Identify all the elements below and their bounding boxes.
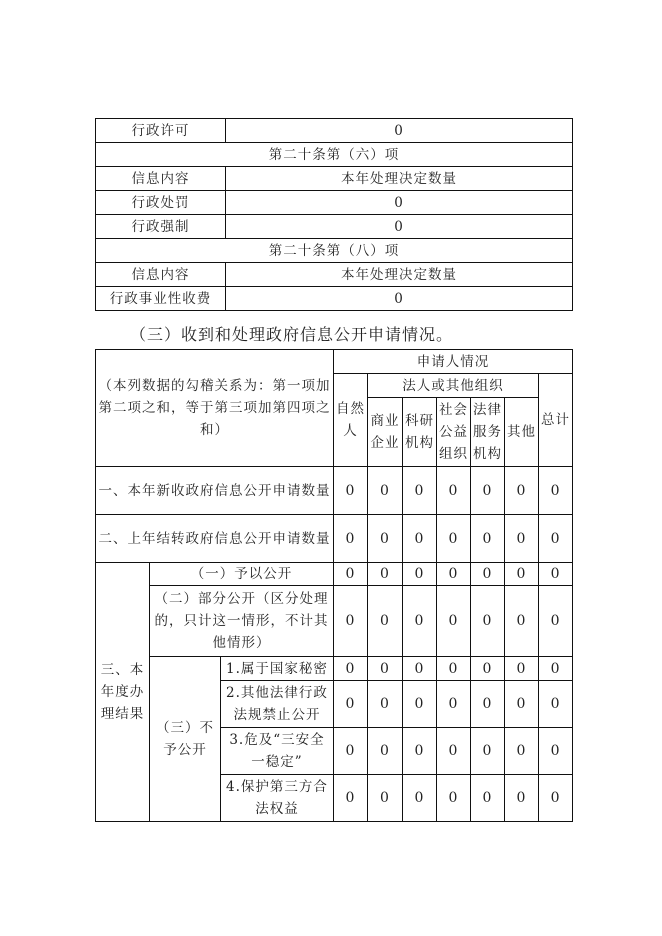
cell-value: 0 — [334, 563, 368, 586]
cell-value: 0 — [403, 775, 437, 822]
cell-value: 0 — [403, 681, 437, 728]
column-header: 信息内容 — [96, 167, 226, 191]
row-value: 0 — [226, 215, 573, 239]
cell-value: 0 — [437, 657, 471, 681]
cell-value: 0 — [334, 728, 368, 775]
section-title: （三）收到和处理政府信息公开申请情况。 — [130, 325, 454, 344]
cell-value: 0 — [505, 775, 539, 822]
cell-value: 0 — [334, 467, 368, 515]
cell-value: 0 — [334, 586, 368, 657]
cell-value: 0 — [437, 728, 471, 775]
legal-org-header: 法人或其他组织 — [368, 374, 539, 398]
row-label: 1.属于国家秘密 — [221, 657, 334, 681]
cell-value: 0 — [403, 467, 437, 515]
corner-note: （本列数据的勾稽关系为：第一项加第二项之和，等于第三项加第四项之和） — [96, 350, 334, 467]
cell-value: 0 — [368, 657, 403, 681]
cell-value: 0 — [368, 563, 403, 586]
cell-value: 0 — [505, 681, 539, 728]
col-business: 商业企业 — [368, 398, 403, 467]
cell-value: 0 — [437, 681, 471, 728]
table-row — [96, 586, 573, 657]
cell-value: 0 — [471, 728, 505, 775]
cell-value: 0 — [539, 775, 573, 822]
table-row — [96, 215, 573, 239]
cell-value: 0 — [368, 728, 403, 775]
table-row — [96, 515, 573, 563]
cell-value: 0 — [403, 563, 437, 586]
table-row — [96, 563, 573, 586]
cell-value: 0 — [505, 728, 539, 775]
col-natural-person: 自然人 — [334, 374, 368, 467]
section-heading: 第二十条第（六）项 — [96, 143, 573, 167]
cell-value: 0 — [539, 681, 573, 728]
column-header: 本年处理决定数量 — [226, 263, 573, 287]
row-label: 3.危及“三安全一稳定” — [221, 728, 334, 775]
cell-value: 0 — [403, 515, 437, 563]
col-social: 社会公益组织 — [437, 398, 471, 467]
cell-value: 0 — [539, 563, 573, 586]
row-value: 0 — [226, 287, 573, 311]
cell-value: 0 — [368, 681, 403, 728]
table-row — [96, 191, 573, 215]
table-row — [96, 167, 573, 191]
cell-value: 0 — [334, 515, 368, 563]
column-header: 本年处理决定数量 — [226, 167, 573, 191]
application-stats-table — [95, 349, 573, 822]
row-label: 4.保护第三方合法权益 — [221, 775, 334, 822]
table-row — [96, 350, 573, 374]
cell-value: 0 — [505, 563, 539, 586]
applicant-header: 申请人情况 — [334, 350, 573, 374]
cell-value: 0 — [471, 681, 505, 728]
cell-value: 0 — [334, 681, 368, 728]
cell-value: 0 — [437, 515, 471, 563]
cell-value: 0 — [437, 586, 471, 657]
cell-value: 0 — [403, 657, 437, 681]
cell-value: 0 — [539, 586, 573, 657]
row-label: 2.其他法律行政法规禁止公开 — [221, 681, 334, 728]
cell-value: 0 — [334, 775, 368, 822]
cell-value: 0 — [471, 586, 505, 657]
cell-value: 0 — [505, 586, 539, 657]
row-label: （一）予以公开 — [150, 563, 334, 586]
cell-value: 0 — [505, 657, 539, 681]
cell-value: 0 — [505, 515, 539, 563]
cell-value: 0 — [471, 775, 505, 822]
row-label: 一、本年新收政府信息公开申请数量 — [96, 467, 334, 515]
row-label: 行政强制 — [96, 215, 226, 239]
cell-value: 0 — [403, 586, 437, 657]
cell-value: 0 — [368, 467, 403, 515]
col-research: 科研机构 — [403, 398, 437, 467]
cell-value: 0 — [539, 728, 573, 775]
table-row — [96, 657, 573, 681]
cell-value: 0 — [334, 657, 368, 681]
row-label: 行政事业性收费 — [96, 287, 226, 311]
cell-value: 0 — [437, 775, 471, 822]
table-row — [96, 263, 573, 287]
cell-value: 0 — [471, 657, 505, 681]
row-value: 0 — [226, 119, 573, 143]
cell-value: 0 — [403, 728, 437, 775]
row-label: 行政处罚 — [96, 191, 226, 215]
cell-value: 0 — [437, 563, 471, 586]
col-total: 总计 — [539, 374, 573, 467]
table-row — [96, 467, 573, 515]
section-heading: 第二十条第（八）项 — [96, 239, 573, 263]
result-group-label: 三、本年度办理结果 — [96, 563, 150, 822]
row-value: 0 — [226, 191, 573, 215]
table-row — [96, 143, 573, 167]
table-row — [96, 239, 573, 263]
cell-value: 0 — [471, 563, 505, 586]
cell-value: 0 — [505, 467, 539, 515]
row-label: 二、上年结转政府信息公开申请数量 — [96, 515, 334, 563]
decision-count-table — [95, 118, 573, 311]
not-disclosed-group-label: （三）不予公开 — [150, 657, 221, 822]
cell-value: 0 — [368, 586, 403, 657]
cell-value: 0 — [368, 775, 403, 822]
cell-value: 0 — [471, 467, 505, 515]
row-label: （二）部分公开（区分处理的，只计这一情形，不计其他情形） — [150, 586, 334, 657]
column-header: 信息内容 — [96, 263, 226, 287]
cell-value: 0 — [539, 467, 573, 515]
cell-value: 0 — [539, 515, 573, 563]
col-legal-service: 法律服务机构 — [471, 398, 505, 467]
cell-value: 0 — [368, 515, 403, 563]
cell-value: 0 — [539, 657, 573, 681]
row-label: 行政许可 — [96, 119, 226, 143]
cell-value: 0 — [437, 467, 471, 515]
col-other: 其他 — [505, 398, 539, 467]
table-row — [96, 119, 573, 143]
cell-value: 0 — [471, 515, 505, 563]
table-row — [96, 287, 573, 311]
